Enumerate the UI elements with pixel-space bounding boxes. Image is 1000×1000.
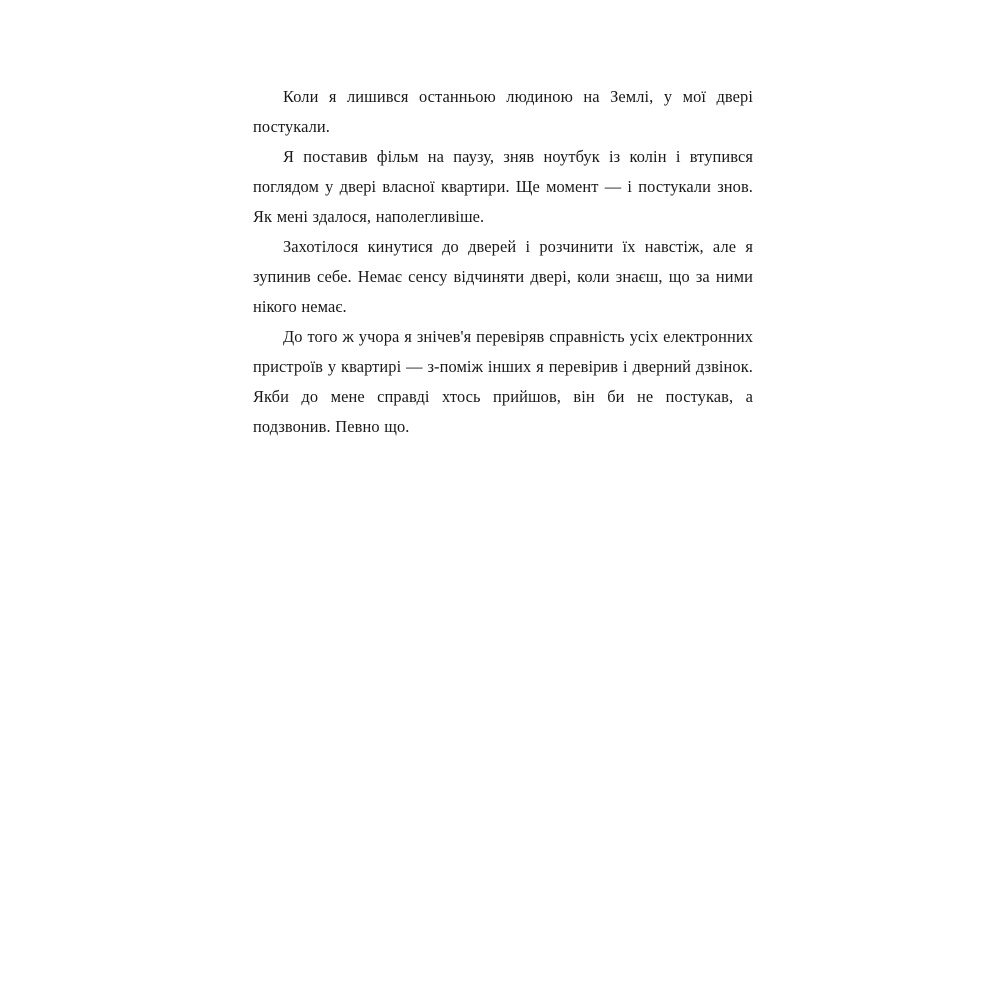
paragraph: Я поставив фільм на паузу, зняв ноутбук із колін і втупився поглядом у двері власної квартири. Ще момент — і постукали знов. Як мені здалося, наполегливіше. bbox=[253, 147, 753, 226]
paragraph: Захотілося кинутися до дверей і розчинити їх навстіж, але я зупинив себе. Немає сенсу відчиняти двері, коли знаєш, що за ними нікого немає. bbox=[253, 237, 753, 316]
paragraph: Коли я лишився останньою людиною на Землі, у мої двері постукали. bbox=[253, 87, 753, 136]
paragraph: До того ж учора я знічев'я перевіряв справність усіх електронних пристроїв у квартирі — з-поміж інших я перевірив і дверний дзвінок. Якби до мене справді хтось прийшов, він би не постукав, а подзвонив. Певно що. bbox=[253, 327, 753, 436]
body-text-block bbox=[253, 82, 753, 442]
